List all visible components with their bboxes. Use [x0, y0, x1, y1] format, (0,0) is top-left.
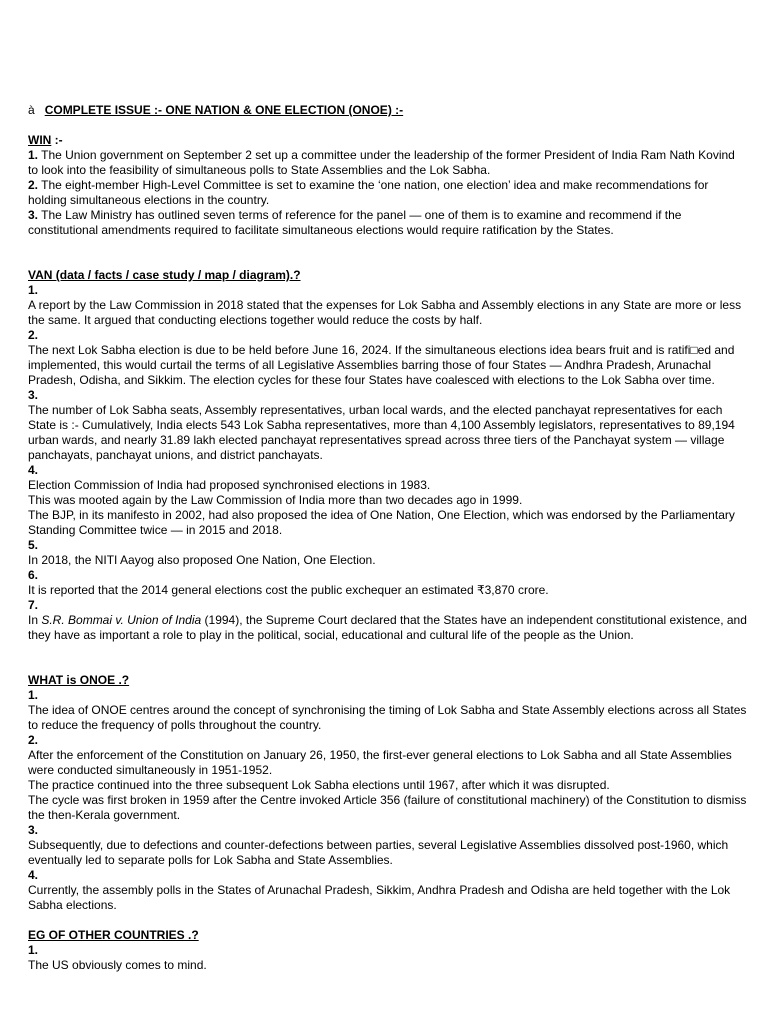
eg-item-1-number: 1.	[28, 943, 39, 957]
what-item-4-text: Currently, the assembly polls in the States of Arunachal Pradesh, Sikkim, Andhra Pradesh and Odisha are held together with the Lok Sabha elections.	[28, 883, 731, 912]
what-item-3-number: 3.	[28, 823, 39, 837]
van-section	[28, 268, 748, 643]
win-item-1: 1. The Union government on September 2 set up a committee under the leadership of the former President of India Ram Nath Kovind to look into the feasibility of simultaneous polls to State Assemblies and the Lok Sabha.	[28, 148, 735, 177]
what-item-2-text-2: The practice continued into the three subsequent Lok Sabha elections until 1967, after which it was disrupted.	[28, 778, 610, 792]
document-title	[28, 103, 748, 118]
van-item-7-text: In S.R. Bommai v. Union of India (1994), the Supreme Court declared that the States have an independent constitutional existence, and they have as important a role to play in the political, social, educational and cultural life of the people as the Union.	[28, 613, 747, 642]
what-item-2-text-1: After the enforcement of the Constitution on January 26, 1950, the first-ever general elections to Lok Sabha and all State Assemblies were conducted simultaneously in 1951-1952.	[28, 748, 732, 777]
van-item-4-text-2: This was mooted again by the Law Commission of India more than two decades ago in 1999.	[28, 493, 523, 507]
what-item-4-number: 4.	[28, 868, 39, 882]
eg-item-1-text: The US obviously comes to mind.	[28, 958, 207, 972]
van-item-2-number: 2.	[28, 328, 39, 342]
van-item-4-text-1: Election Commission of India had proposed synchronised elections in 1983.	[28, 478, 431, 492]
van-item-7-number: 7.	[28, 598, 39, 612]
van-item-4-text-3: The BJP, in its manifesto in 2002, had also proposed the idea of One Nation, One Election, which was endorsed by the Parliamentary Standing Committee twice — in 2015 and 2018.	[28, 508, 735, 537]
eg-heading: EG OF OTHER COUNTRIES .?	[28, 928, 199, 942]
win-item-3: 3. The Law Ministry has outlined seven terms of reference for the panel — one of them is to examine and recommend if the constitutional amendments required to facilitate simultaneous elections would require ratification by the States.	[28, 208, 682, 237]
van-item-5-number: 5.	[28, 538, 39, 552]
van-heading: VAN (data / facts / case study / map / diagram).?	[28, 268, 301, 282]
case-name: S.R. Bommai v. Union of India	[41, 613, 202, 627]
van-item-3-text: The number of Lok Sabha seats, Assembly representatives, urban local wards, and the elected panchayat representatives for each State is :- Cumulatively, India elects 543 Lok Sabha representatives, more than 4,100 Assembly legislators, representatives to 89,194 urban wards, and nearly 31.89 lakh elected panchayat representatives spread across three tiers of the Panchayat system — village panchayats, panchayat unions, and district panchayats.	[28, 403, 735, 462]
what-heading: WHAT is ONOE .?	[28, 673, 130, 687]
what-item-1-number: 1.	[28, 688, 39, 702]
what-item-1-text: The idea of ONOE centres around the concept of synchronising the timing of Lok Sabha and State Assembly elections across all States to reduce the frequency of polls throughout the country.	[28, 703, 747, 732]
van-item-6-text: It is reported that the 2014 general elections cost the public exchequer an estimated ₹3,870 crore.	[28, 583, 549, 597]
title-bullet: à	[28, 103, 35, 117]
title-text: COMPLETE ISSUE :- ONE NATION & ONE ELECTION (ONOE) :-	[44, 103, 404, 117]
eg-section	[28, 928, 748, 973]
van-item-6-number: 6.	[28, 568, 39, 582]
win-section	[28, 133, 748, 238]
what-item-2-text-3: The cycle was first broken in 1959 after the Centre invoked Article 356 (failure of constitutional machinery) of the Constitution to dismiss the then-Kerala government.	[28, 793, 747, 822]
document-page	[28, 103, 748, 973]
win-heading: WIN :-	[28, 133, 63, 147]
van-item-3-number: 3.	[28, 388, 39, 402]
van-item-5-text: In 2018, the NITI Aayog also proposed One Nation, One Election.	[28, 553, 376, 567]
van-item-1-number: 1.	[28, 283, 39, 297]
what-item-3-text: Subsequently, due to defections and counter-defections between parties, several Legislative Assemblies dissolved post-1960, which eventually led to separate polls for Lok Sabha and State Assemblies.	[28, 838, 729, 867]
what-item-2-number: 2.	[28, 733, 39, 747]
win-item-2: 2. The eight-member High-Level Committee is set to examine the ‘one nation, one election’ idea and make recommendations for holding simultaneous elections in the country.	[28, 178, 709, 207]
what-section	[28, 673, 748, 913]
van-item-1-text: A report by the Law Commission in 2018 stated that the expenses for Lok Sabha and Assembly elections in any State are more or less the same. It argued that conducting elections together would reduce the costs by half.	[28, 298, 742, 327]
van-item-2-text: The next Lok Sabha election is due to be held before June 16, 2024. If the simultaneous elections idea bears fruit and is ratifi□ed and implemented, this would curtail the terms of all Legislative Assemblies barring those of four States — Andhra Pradesh, Arunachal Pradesh, Odisha, and Sikkim. The election cycles for these four States have coalesced with elections to the Lok Sabha over time.	[28, 343, 735, 387]
van-item-4-number: 4.	[28, 463, 39, 477]
